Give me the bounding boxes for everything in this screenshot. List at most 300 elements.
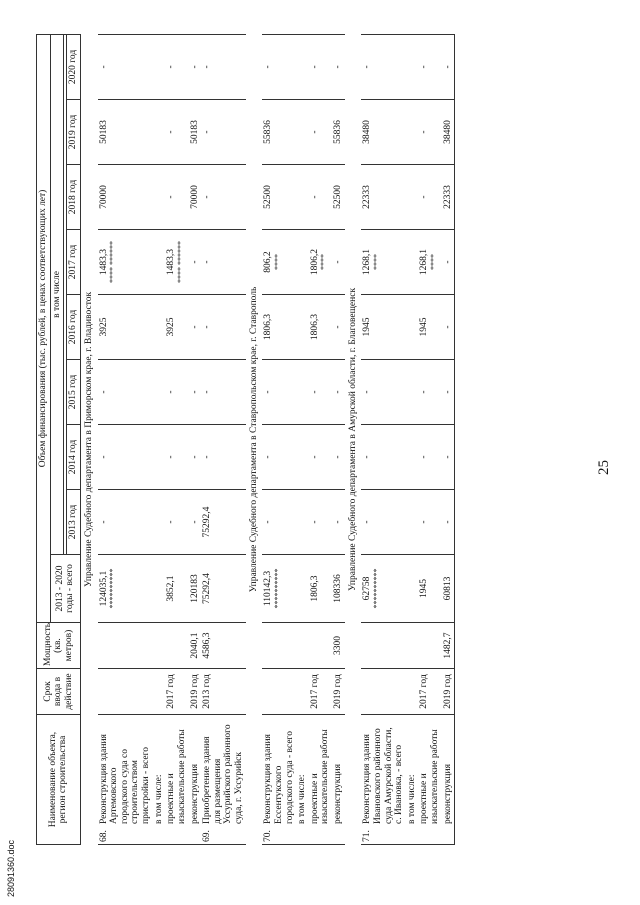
- table-row: [201, 34, 246, 844]
- header-funding: Объем финансирования (тыс. рублей, в ценах соответствующих лет): [37, 34, 51, 622]
- term-cell-value: 2019 год: [333, 674, 343, 709]
- year-cell-2017-footnote-marks: ****: [272, 254, 282, 270]
- term-cell: [153, 669, 166, 715]
- year-cell-2017-footnote-marks: ****: [371, 254, 381, 270]
- year-cell-2017: [309, 230, 332, 295]
- year-cell-2020-value: -: [166, 65, 177, 69]
- year-cell-2014: [361, 425, 406, 490]
- capacity-cell: [418, 623, 441, 669]
- capacity-cell: [98, 623, 153, 669]
- year-cell-2016: [296, 295, 309, 360]
- capacity-cell: [201, 623, 246, 669]
- year-cell-2013-value: -: [98, 520, 109, 524]
- year-cell-2018-value: 70000: [98, 185, 109, 209]
- year-cell-2017-value: -: [333, 260, 343, 264]
- total-cell-value: 60813: [442, 576, 453, 601]
- year-cell-2016-value: -: [189, 325, 200, 329]
- year-cell-2016: [165, 295, 188, 360]
- object-name-cell: [442, 715, 455, 845]
- year-cell-2016: [98, 295, 153, 360]
- year-cell-2016-value: 1945: [362, 317, 373, 337]
- table-row: [332, 34, 345, 844]
- total-cell: [165, 555, 188, 623]
- year-cell-2019: [296, 100, 309, 165]
- object-name: Реконструкция здания Ессентукского городского суда - всего: [263, 731, 295, 824]
- year-cell-2019-value: 55836: [263, 120, 274, 144]
- total-cell-footnote-marks: **********: [108, 568, 118, 609]
- year-cell-2020: [361, 34, 406, 99]
- object-name: Реконструкция здания Артемовского городского суда со строительством пристройки - всего: [98, 734, 151, 824]
- total-cell-value: 120183: [189, 574, 200, 603]
- term-cell: [406, 669, 419, 715]
- term-cell: [418, 669, 441, 715]
- year-cell-2014-value: -: [419, 455, 430, 459]
- year-cell-2013-value: -: [263, 520, 274, 524]
- term-cell-value: 2017 год: [309, 674, 320, 709]
- year-cell-2015: [309, 360, 332, 425]
- year-cell-2017: [332, 230, 345, 295]
- year-cell-2016-value: 3925: [166, 317, 177, 337]
- object-name-cell: [189, 715, 202, 845]
- year-cell-2020-value: -: [333, 65, 343, 69]
- year-cell-2020-value: -: [309, 65, 320, 69]
- year-cell-2016-value: -: [333, 325, 343, 329]
- year-cell-2014-value: -: [202, 455, 213, 459]
- year-cell-2018-value: 70000: [189, 185, 200, 209]
- year-cell-2018: [153, 165, 166, 230]
- year-cell-2016: [442, 295, 455, 360]
- year-cell-2015: [406, 360, 419, 425]
- year-cell-2019: [309, 100, 332, 165]
- object-name-cell: [296, 715, 309, 845]
- header-year: 2016 год: [67, 295, 81, 360]
- term-cell: [98, 669, 153, 715]
- capacity-cell: [332, 623, 345, 669]
- year-cell-2020-value: -: [189, 65, 200, 69]
- term-cell: [189, 669, 202, 715]
- table-row: [309, 34, 332, 844]
- year-cell-2018: [189, 165, 202, 230]
- year-cell-2013-value: -: [309, 520, 320, 524]
- year-cell-2013: [442, 490, 455, 555]
- year-cell-2017-footnote-marks: ****: [429, 254, 438, 270]
- year-cell-2014: [98, 425, 153, 490]
- year-cell-2013: [418, 490, 441, 555]
- year-cell-2013-value: -: [333, 520, 343, 524]
- year-cell-2015-value: -: [419, 390, 430, 394]
- year-cell-2018-value: -: [309, 195, 320, 199]
- dept-title: Управление Судебного департамента в Приморском крае, г. Владивосток: [83, 291, 94, 588]
- object-name-cell: [309, 715, 332, 845]
- year-cell-2015: [418, 360, 441, 425]
- table-row: [406, 34, 419, 844]
- year-cell-2014: [296, 425, 309, 490]
- year-cell-2016-value: 1945: [419, 317, 430, 337]
- capacity-cell-value: 2040,1: [189, 632, 200, 659]
- year-cell-2015: [262, 360, 296, 425]
- year-cell-2019: [361, 100, 406, 165]
- header-incl: в том числе: [50, 34, 64, 554]
- header-year: 2013 год: [67, 490, 81, 555]
- object-name-cell: [262, 715, 296, 845]
- term-cell-value: 2013 год: [202, 674, 213, 709]
- doc-id: 28091360.doc: [6, 839, 16, 897]
- object-name-cell: [332, 715, 345, 845]
- year-cell-2013: [262, 490, 296, 555]
- term-cell: [309, 669, 332, 715]
- year-cell-2015: [296, 360, 309, 425]
- dept-row: [246, 34, 263, 844]
- term-cell: [165, 669, 188, 715]
- year-cell-2013: [361, 490, 406, 555]
- year-cell-2014: [201, 425, 246, 490]
- year-cell-2018-value: -: [202, 195, 213, 199]
- table-row: [296, 34, 309, 844]
- year-cell-2017: [153, 230, 166, 295]
- year-cell-2020-value: -: [419, 65, 430, 69]
- object-name: проектные и изыскательские работы: [166, 729, 187, 824]
- year-cell-2020-value: -: [98, 65, 109, 69]
- total-cell-value: 124035,1: [98, 570, 109, 607]
- year-cell-2014-value: -: [189, 455, 200, 459]
- total-cell: [201, 555, 246, 623]
- total-cell-value: 110142,3: [263, 570, 274, 607]
- year-cell-2016: [309, 295, 332, 360]
- capacity-cell-value: 3300: [333, 636, 343, 655]
- year-cell-2014: [189, 425, 202, 490]
- year-cell-2016: [361, 295, 406, 360]
- year-cell-2018: [442, 165, 455, 230]
- year-cell-2017-value: -: [442, 260, 453, 264]
- year-cell-2018-value: -: [166, 195, 177, 199]
- year-cell-2017-value: 1483,3: [166, 248, 177, 276]
- year-cell-2014: [418, 425, 441, 490]
- year-cell-2020: [189, 34, 202, 99]
- year-cell-2018: [201, 165, 246, 230]
- year-cell-2020: [309, 34, 332, 99]
- year-cell-2017-value: 806,2: [263, 251, 274, 273]
- year-cell-2018: [262, 165, 296, 230]
- year-cell-2017-value: -: [189, 260, 200, 264]
- capacity-cell: [189, 623, 202, 669]
- object-name-cell: [361, 715, 406, 845]
- year-cell-2016: [406, 295, 419, 360]
- object-name: проектные и изыскательские работы: [419, 729, 440, 824]
- year-cell-2019-value: 38480: [362, 120, 373, 144]
- year-cell-2015: [98, 360, 153, 425]
- year-cell-2019-value: 50183: [98, 120, 109, 144]
- year-cell-2017: [98, 230, 153, 295]
- year-cell-2015: [201, 360, 246, 425]
- capacity-cell: [361, 623, 406, 669]
- year-cell-2020: [201, 34, 246, 99]
- year-cell-2020: [262, 34, 296, 99]
- year-cell-2015-value: -: [166, 390, 177, 394]
- year-cell-2020: [98, 34, 153, 99]
- year-cell-2015-value: -: [309, 390, 320, 394]
- year-cell-2017: [406, 230, 419, 295]
- object-name: реконструкция: [189, 764, 200, 824]
- table-row: [165, 34, 188, 844]
- year-cell-2014-value: -: [98, 455, 109, 459]
- header-year: 2014 год: [67, 425, 81, 490]
- year-cell-2019: [332, 100, 345, 165]
- year-cell-2016-value: 1806,3: [309, 313, 320, 341]
- year-cell-2017-value: 1806,2: [309, 248, 320, 276]
- year-cell-2014-value: -: [309, 455, 320, 459]
- total-cell-footnote-marks: **********: [272, 568, 282, 609]
- object-name: Приобретение здания для размещения Уссурийского районного суда, г. Уссурийск: [202, 724, 244, 824]
- total-cell: [153, 555, 166, 623]
- year-cell-2015-value: -: [333, 390, 343, 394]
- year-cell-2019-value: -: [419, 130, 430, 134]
- year-cell-2019-value: -: [202, 130, 213, 134]
- year-cell-2018-value: 52500: [333, 185, 343, 209]
- year-cell-2017: [165, 230, 188, 295]
- year-cell-2019: [406, 100, 419, 165]
- year-cell-2019: [201, 100, 246, 165]
- term-cell-value: 2017 год: [419, 674, 430, 709]
- year-cell-2017: [189, 230, 202, 295]
- year-cell-2019-value: 38480: [442, 120, 453, 144]
- year-cell-2013-value: -: [442, 520, 453, 524]
- total-cell-value: 75292,4: [202, 573, 213, 604]
- year-cell-2015-value: -: [442, 390, 453, 394]
- year-cell-2013: [201, 490, 246, 555]
- year-cell-2018: [309, 165, 332, 230]
- year-cell-2018: [361, 165, 406, 230]
- table-row: [98, 34, 153, 844]
- total-cell: [418, 555, 441, 623]
- object-name: в том числе:: [297, 774, 308, 824]
- year-cell-2013-value: -: [189, 520, 200, 524]
- table-row: [442, 34, 455, 844]
- year-cell-2019: [165, 100, 188, 165]
- total-cell-value: 3852,1: [166, 575, 177, 602]
- year-cell-2015: [361, 360, 406, 425]
- term-cell: [332, 669, 345, 715]
- total-cell-value: 1945: [419, 579, 430, 598]
- table-row: [153, 34, 166, 844]
- year-cell-2014: [332, 425, 345, 490]
- year-cell-2016-value: -: [442, 325, 453, 329]
- year-cell-2016: [262, 295, 296, 360]
- year-cell-2015-value: -: [189, 390, 200, 394]
- year-cell-2014-value: -: [263, 455, 274, 459]
- year-cell-2020: [418, 34, 441, 99]
- year-cell-2013: [98, 490, 153, 555]
- year-cell-2013-value: -: [419, 520, 430, 524]
- year-cell-2017-value: 1268,1: [419, 248, 430, 276]
- header-capacity: Мощность (кв. метров): [37, 623, 81, 669]
- year-cell-2020-value: -: [263, 65, 274, 69]
- year-cell-2020-value: -: [362, 65, 373, 69]
- object-name: в том числе:: [153, 774, 164, 824]
- object-name: реконструкция: [333, 764, 343, 824]
- year-cell-2013-value: 75292,4: [202, 506, 213, 538]
- year-cell-2019: [98, 100, 153, 165]
- year-cell-2014: [153, 425, 166, 490]
- object-name: проектные и изыскательские работы: [309, 729, 331, 824]
- year-cell-2015-value: -: [98, 390, 109, 394]
- year-cell-2020: [442, 34, 455, 99]
- row-number: 71.: [362, 830, 373, 842]
- term-cell: [361, 669, 406, 715]
- year-cell-2016: [189, 295, 202, 360]
- year-cell-2013: [332, 490, 345, 555]
- capacity-cell: [153, 623, 166, 669]
- header-year: 2015 год: [67, 360, 81, 425]
- total-cell-footnote-marks: **********: [371, 568, 381, 609]
- object-name-cell: [153, 715, 166, 845]
- total-cell: [442, 555, 455, 623]
- year-cell-2020: [153, 34, 166, 99]
- year-cell-2017: [442, 230, 455, 295]
- year-cell-2018: [418, 165, 441, 230]
- term-cell: [442, 669, 455, 715]
- year-cell-2014: [309, 425, 332, 490]
- capacity-cell: [165, 623, 188, 669]
- year-cell-2017-footnote-marks: **** ******: [108, 241, 118, 283]
- table-row: [189, 34, 202, 844]
- total-cell: [309, 555, 332, 623]
- object-name: Реконструкция здания Ивановского районного суда Амурской области, с. Ивановка, - всего: [362, 727, 405, 824]
- year-cell-2020: [165, 34, 188, 99]
- total-cell-value: 1806,3: [309, 575, 320, 602]
- year-cell-2018-value: -: [419, 195, 430, 199]
- year-cell-2014: [262, 425, 296, 490]
- term-cell-value: 2019 год: [189, 674, 200, 709]
- term-cell-value: 2019 год: [442, 674, 453, 709]
- year-cell-2015-value: -: [202, 390, 213, 394]
- year-cell-2014: [442, 425, 455, 490]
- header-name: Наименование объекта, регион строительства: [37, 715, 81, 845]
- table-body: [80, 34, 454, 844]
- year-cell-2019: [262, 100, 296, 165]
- object-name-cell: [406, 715, 419, 845]
- year-cell-2017-value: 1268,1: [362, 248, 373, 276]
- year-cell-2015: [165, 360, 188, 425]
- total-cell: [296, 555, 309, 623]
- dept-row: [80, 34, 97, 844]
- total-cell: [98, 555, 153, 623]
- capacity-cell: [309, 623, 332, 669]
- year-cell-2013-value: -: [166, 520, 177, 524]
- object-name-cell: [418, 715, 441, 845]
- term-cell: [296, 669, 309, 715]
- year-cell-2017-value: 1483,3: [98, 248, 109, 276]
- table-header: [37, 34, 81, 844]
- year-cell-2018-value: 22333: [442, 185, 453, 209]
- year-cell-2015: [332, 360, 345, 425]
- dept-title: Управление Судебного департамента в Ставропольском крае, г. Ставрополь: [248, 286, 259, 593]
- year-cell-2018: [98, 165, 153, 230]
- year-cell-2013: [406, 490, 419, 555]
- year-cell-2019: [153, 100, 166, 165]
- year-cell-2016: [418, 295, 441, 360]
- row-number: 68.: [98, 830, 109, 842]
- year-cell-2016-value: 1806,3: [263, 313, 274, 341]
- year-cell-2013: [309, 490, 332, 555]
- capacity-cell-value: 4586,3: [202, 632, 213, 659]
- header-year: 2017 год: [67, 230, 81, 295]
- year-cell-2018-value: 22333: [362, 185, 373, 209]
- total-cell: [262, 555, 296, 623]
- year-cell-2020: [332, 34, 345, 99]
- year-cell-2020-value: -: [202, 65, 213, 69]
- total-cell: [406, 555, 419, 623]
- term-cell: [201, 669, 246, 715]
- year-cell-2017: [262, 230, 296, 295]
- year-cell-2019-value: -: [309, 130, 320, 134]
- dept-row: [345, 34, 362, 844]
- year-cell-2017: [418, 230, 441, 295]
- year-cell-2015-value: -: [263, 390, 274, 394]
- row-number: 69.: [202, 830, 213, 842]
- year-cell-2013: [165, 490, 188, 555]
- object-name-cell: [165, 715, 188, 845]
- year-cell-2019-value: -: [166, 130, 177, 134]
- row-number: 70.: [263, 830, 274, 842]
- table-row: [361, 34, 406, 844]
- year-cell-2015: [442, 360, 455, 425]
- term-cell-value: 2017 год: [166, 674, 177, 709]
- year-cell-2018-value: 52500: [263, 185, 274, 209]
- year-cell-2017-value: -: [202, 260, 213, 264]
- year-cell-2016-value: -: [202, 325, 213, 329]
- year-cell-2014: [165, 425, 188, 490]
- object-name-cell: [201, 715, 246, 845]
- year-cell-2013-value: -: [362, 520, 373, 524]
- object-name: в том числе:: [406, 774, 417, 824]
- year-cell-2016: [201, 295, 246, 360]
- year-cell-2019: [189, 100, 202, 165]
- funding-table: [36, 34, 455, 845]
- capacity-cell: [406, 623, 419, 669]
- year-cell-2019: [442, 100, 455, 165]
- year-cell-2016: [332, 295, 345, 360]
- total-cell: [361, 555, 406, 623]
- year-cell-2017: [296, 230, 309, 295]
- total-cell: [189, 555, 202, 623]
- header-year: 2018 год: [67, 165, 81, 230]
- capacity-cell: [262, 623, 296, 669]
- year-cell-2019-value: 50183: [189, 120, 200, 144]
- year-cell-2013: [153, 490, 166, 555]
- dept-title: Управление Судебного департамента в Амурской области, г. Благовещенск: [347, 287, 358, 591]
- total-cell-value: 62758: [362, 576, 373, 601]
- header-range: 2013 - 2020 годы - всего: [50, 555, 80, 623]
- object-name-cell: [98, 715, 153, 845]
- capacity-cell: [442, 623, 455, 669]
- year-cell-2015-value: -: [362, 390, 373, 394]
- year-cell-2013: [189, 490, 202, 555]
- total-cell-value: 108336: [333, 574, 343, 603]
- year-cell-2017: [201, 230, 246, 295]
- table-row: [262, 34, 296, 844]
- year-cell-2016: [153, 295, 166, 360]
- object-name: реконструкция: [442, 764, 453, 824]
- year-cell-2014-value: -: [333, 455, 343, 459]
- year-cell-2018: [332, 165, 345, 230]
- year-cell-2016-value: 3925: [98, 317, 109, 337]
- year-cell-2018: [406, 165, 419, 230]
- year-cell-2014: [406, 425, 419, 490]
- year-cell-2017-footnote-marks: **** ******: [175, 241, 185, 283]
- capacity-cell-value: 1482,7: [442, 632, 453, 659]
- capacity-cell: [296, 623, 309, 669]
- page-number: 25: [596, 460, 612, 475]
